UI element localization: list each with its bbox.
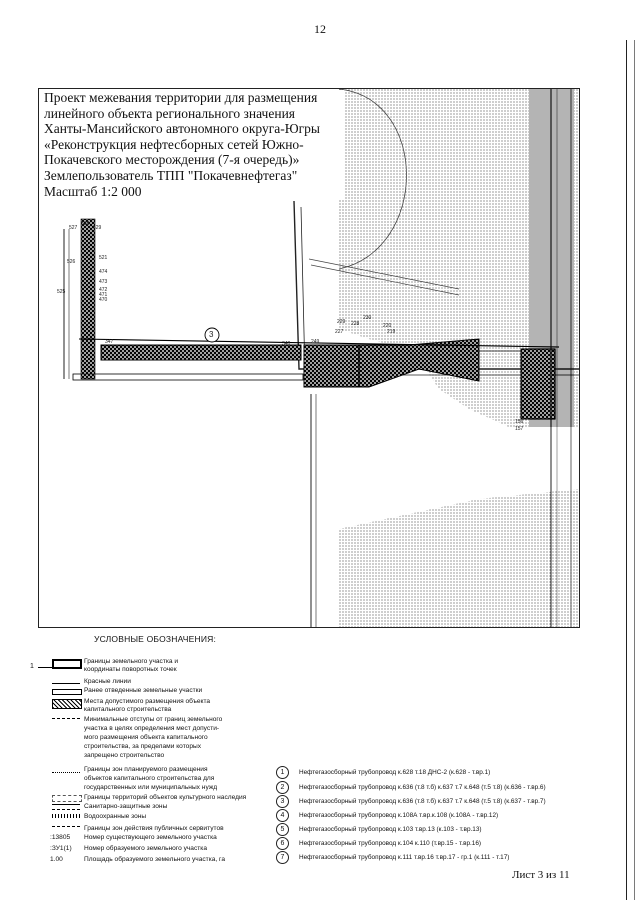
- point-label: 529: [93, 225, 102, 231]
- hatched-strip: [101, 345, 301, 360]
- point-label: 228: [351, 321, 360, 327]
- title-line: Покачевского месторождения (7-я очередь)»: [44, 152, 300, 168]
- sample-code: 1.00: [50, 856, 63, 863]
- title-line: Ханты-Мансийского автономного округа-Югры: [44, 121, 320, 137]
- red-line-symbol: [52, 683, 80, 684]
- pipeline-text: Нефтегазосборный трубопровод к.103 т.вр.13 (к.103 - т.вр.13): [299, 826, 482, 834]
- pipeline-text: Нефтегазосборный трубопровод к.628 т.18 ДНС-2 (к.628 - т.вр.1): [299, 769, 491, 777]
- prev-plots-symbol: [52, 689, 82, 695]
- legend-row: государственных или муниципальных нужд: [84, 784, 218, 791]
- left-pipe-column: [81, 219, 95, 379]
- pipeline-text: Нефтегазосборный трубопровод к.636 (т.8 т.б) к.637 т.7 к.648 (т.5 т.8) (к.637 - т.вр.7): [299, 798, 546, 806]
- heritage-symbol: [52, 795, 82, 802]
- point-label: 470: [99, 297, 108, 303]
- point-label: 348: [282, 341, 291, 347]
- point-label: 227: [335, 329, 344, 335]
- pipeline-number: 4: [276, 809, 289, 822]
- point-label: 230: [363, 315, 372, 321]
- point-label: 474: [99, 269, 108, 275]
- title-line: «Реконструкция нефтесборных сетей Южно-: [44, 136, 304, 152]
- pipeline-text: Нефтегазосборный трубопровод к.636 (т.8 т.б) к.637 т.7 к.648 (т.5 т.8) (к.636 - т.вр.6): [299, 784, 546, 792]
- point-label: 521: [99, 255, 108, 261]
- page-edge-line-outer: [634, 40, 635, 900]
- legend-row: координаты поворотных точек: [84, 666, 177, 673]
- pipeline-text: Нефтегазосборный трубопровод к.104 к.110 (т.вр.15 - т.вр.16): [299, 840, 482, 848]
- legend-row: объектов капитального строительства для: [84, 775, 215, 782]
- point-label: 347: [105, 339, 114, 345]
- pipeline-number: 7: [276, 851, 289, 864]
- boundary-symbol-box: [52, 659, 82, 669]
- legend-row: Границы территорий объектов культурного наследия: [84, 794, 247, 801]
- point-label: 219: [387, 329, 396, 335]
- pipeline-item: [276, 809, 498, 822]
- scale-line: Масштаб 1:2 000: [44, 183, 142, 199]
- legend-row: участка в целях определения мест допусти-: [84, 725, 220, 732]
- legend-title: УСЛОВНЫЕ ОБОЗНАЧЕНИЯ:: [94, 634, 217, 644]
- point-label: 526: [67, 259, 76, 265]
- legend-row: Места допустимого размещения объекта: [84, 698, 211, 705]
- pipeline-number: 6: [276, 837, 289, 850]
- page-number: 12: [314, 22, 326, 36]
- pipeline-item: [276, 795, 546, 808]
- sheet-label: Лист 3 из 11: [512, 869, 570, 881]
- legend-marker-1: 1: [30, 663, 34, 670]
- point-label: 156: [515, 419, 524, 425]
- protection-zone-dotted-bottom: [339, 489, 579, 627]
- legend-row: Границы земельного участка и: [84, 658, 179, 665]
- title-line: Проект межевания территории для размещения: [44, 90, 318, 105]
- legend-row: Границы зон действия публичных сервитутов: [84, 825, 224, 832]
- pipeline-item: [276, 781, 546, 794]
- sample-code: :ЗУ1(1): [50, 845, 72, 852]
- pipeline-item: [276, 851, 509, 864]
- sanitary-symbol: [52, 804, 80, 810]
- sample-code-text: Номер образуемого земельного участка: [84, 845, 207, 852]
- pipeline-item: [276, 766, 490, 779]
- legend-row: капитального строительства: [84, 706, 172, 713]
- point-label: 525: [57, 289, 66, 295]
- legend-row: запрещено строительство: [84, 752, 165, 759]
- legend-row: Минимальные отступы от границ земельного: [84, 716, 223, 723]
- legend-row: Красные линии: [84, 678, 131, 685]
- point-label: 528: [81, 221, 90, 227]
- title-block: [44, 90, 344, 199]
- pipeline-number: 5: [276, 823, 289, 836]
- legend-row: Ранее отведенные земельные участки: [84, 687, 203, 694]
- point-label: 249: [311, 339, 320, 345]
- pipeline-item: [276, 837, 481, 850]
- pipeline-number: 2: [276, 781, 289, 794]
- hatched-block: [304, 345, 359, 387]
- servitude-symbol: [52, 826, 80, 827]
- legend-row: строительства, за пределами которых: [84, 743, 202, 750]
- legend-row: Водоохранные зоны: [84, 813, 147, 820]
- water-symbol: [52, 814, 80, 818]
- sample-code: :13805: [50, 834, 71, 841]
- sample-code-text: Площадь образуемого земельного участка, га: [84, 856, 225, 863]
- callout-label: 3: [209, 330, 214, 339]
- pipeline-text: Нефтегазосборный трубопровод к.108А т.вр.к.108 (к.108А - т.вр.12): [299, 812, 499, 820]
- page-edge-line: [626, 40, 627, 900]
- point-label: 157: [515, 426, 524, 432]
- pipeline-text: Нефтегазосборный трубопровод к.111 т.вр.16 т.вр.17 - гр.1 (к.111 - т.17): [299, 854, 510, 862]
- point-label: 472: [99, 287, 108, 293]
- point-label: 471: [99, 292, 108, 298]
- point-label: 473: [99, 279, 108, 285]
- title-line: Землепользователь ТПП "Покачевнефтегаз": [44, 167, 298, 183]
- point-label: 229: [337, 319, 346, 325]
- pipeline-item: [276, 823, 482, 836]
- point-label: 527: [69, 225, 78, 231]
- pipeline-number: 1: [276, 766, 289, 779]
- zone-symbol: [52, 772, 80, 773]
- hatched-symbol: [52, 699, 82, 709]
- legend-row: Границы зон планируемого размещения: [84, 766, 208, 773]
- point-label: 220: [383, 323, 392, 329]
- offset-symbol: [52, 718, 80, 719]
- legend-row: Санитарно-защитные зоны: [84, 803, 168, 810]
- sample-code-text: Номер существующего земельного участка: [84, 834, 217, 841]
- hatched-block-right: [521, 349, 555, 419]
- title-line: линейного объекта регионального значения: [44, 105, 296, 121]
- pipeline-number: 3: [276, 795, 289, 808]
- legend-row: мого размещения объекта капитального: [84, 734, 208, 741]
